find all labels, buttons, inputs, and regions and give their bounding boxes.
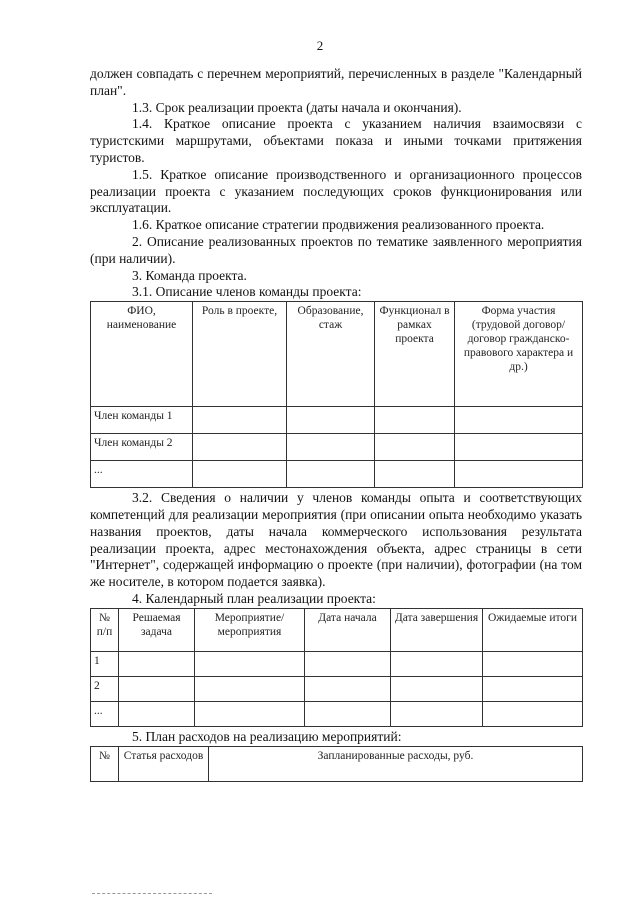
column-header: Образование, стаж — [287, 302, 375, 407]
empty-cell — [287, 461, 375, 488]
column-header: № п/п — [91, 608, 119, 651]
column-header: Форма участия (трудовой договор/договор гражданско-правового характера и др.) — [455, 302, 583, 407]
paragraph: 1.6. Краткое описание стратегии продвижения реализованного проекта. — [132, 217, 545, 233]
empty-cell — [287, 434, 375, 461]
expense-table-header — [91, 746, 583, 781]
expense-table — [90, 746, 583, 782]
empty-cell — [195, 701, 305, 726]
row-label: ... — [91, 461, 193, 488]
empty-cell — [119, 676, 195, 701]
row-label: 1 — [91, 651, 119, 676]
column-header: Мероприятие/ мероприятия — [195, 608, 305, 651]
row-label: 2 — [91, 676, 119, 701]
paragraph: должен совпадать с перечнем мероприятий, перечисленных в разделе "Календарный план". — [90, 66, 582, 98]
column-header: Функционал в рамках проекта — [375, 302, 455, 407]
empty-cell — [391, 651, 483, 676]
expense-table-caption: 5. План расходов на реализацию мероприятий: — [132, 728, 402, 744]
empty-cell — [195, 651, 305, 676]
page-number: 2 — [316, 38, 324, 53]
table-row — [91, 651, 583, 676]
column-header: Решаемая задача — [119, 608, 195, 651]
paragraph: 3. Команда проекта. — [132, 267, 247, 283]
row-label: ... — [91, 701, 119, 726]
empty-cell — [455, 434, 583, 461]
paragraph: 1.5. Краткое описание производственного и организационного процессов реализации проекта с указанием последующих сроков функционирования или эксплуатации. — [90, 166, 582, 216]
empty-cell — [483, 701, 583, 726]
empty-cell — [287, 407, 375, 434]
empty-cell — [455, 407, 583, 434]
experience-paragraph: 3.2. Сведения о наличии у членов команды опыта и соответствующих компетенций для реализации мероприятия (при описании опыта необходимо указать названия проектов, даты начала коммерческого использования результата реализации проекта, адрес местонахождения объекта, адрес страницы в сети "Интернет", содержащей информацию о проекте (при наличии), фотографии (на том же носителе, в котором подается заявка). — [90, 490, 582, 590]
empty-cell — [375, 434, 455, 461]
paragraph: 1.4. Краткое описание проекта с указанием наличия взаимосвязи с туристскими маршрутами, объектами показа и иными точками притяжения туристов. — [90, 116, 582, 165]
empty-cell — [483, 651, 583, 676]
empty-cell — [119, 651, 195, 676]
column-header: Дата начала — [305, 608, 391, 651]
calendar-table — [90, 608, 583, 727]
empty-cell — [193, 461, 287, 488]
table-row — [91, 701, 583, 726]
team-table-caption: 3.1. Описание членов команды проекта: — [132, 284, 362, 300]
document-body — [90, 66, 582, 782]
empty-cell — [305, 701, 391, 726]
column-header: № — [91, 746, 119, 781]
empty-cell — [193, 407, 287, 434]
column-header: Запланированные расходы, руб. — [209, 746, 583, 781]
empty-cell — [375, 461, 455, 488]
empty-cell — [119, 701, 195, 726]
empty-cell — [455, 461, 583, 488]
empty-cell — [375, 407, 455, 434]
table-row — [91, 676, 583, 701]
calendar-table-header — [91, 608, 583, 651]
calendar-table-caption: 4. Календарный план реализации проекта: — [132, 590, 376, 606]
table-row — [91, 461, 583, 488]
empty-cell — [193, 434, 287, 461]
team-table — [90, 301, 583, 488]
column-header: ФИО, наименование — [91, 302, 193, 407]
empty-cell — [483, 676, 583, 701]
empty-cell — [305, 651, 391, 676]
empty-cell — [391, 701, 483, 726]
column-header: Дата завершения — [391, 608, 483, 651]
table-row — [91, 407, 583, 434]
column-header: Ожидаемые итоги — [483, 608, 583, 651]
row-label: Член команды 1 — [91, 407, 193, 434]
intro-paragraphs — [90, 66, 582, 284]
table-row — [91, 434, 583, 461]
page-bottom-rule — [92, 893, 212, 894]
empty-cell — [195, 676, 305, 701]
empty-cell — [391, 676, 483, 701]
paragraph: 2. Описание реализованных проектов по тематике заявленного мероприятия (при наличии). — [90, 233, 582, 266]
row-label: Член команды 2 — [91, 434, 193, 461]
empty-cell — [305, 676, 391, 701]
team-table-header — [91, 302, 583, 407]
column-header: Роль в проекте, — [193, 302, 287, 407]
column-header: Статья расходов — [119, 746, 209, 781]
paragraph: 1.3. Срок реализации проекта (даты начала и окончания). — [132, 99, 462, 115]
